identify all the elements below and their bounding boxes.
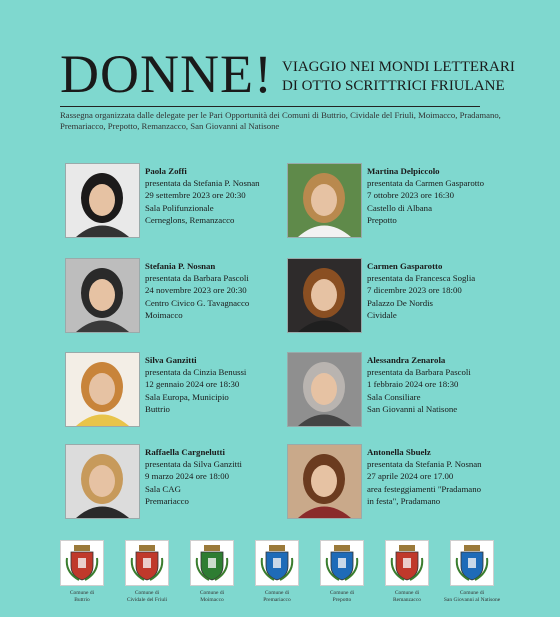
author-name: Antonella Sbuelz bbox=[367, 447, 431, 457]
venue-line-2: San Giovanni al Natisone bbox=[367, 403, 458, 414]
subtitle-line-1: VIAGGIO NEI MONDI LETTERARI bbox=[282, 59, 515, 75]
author-name: Martina Delpiccolo bbox=[367, 166, 440, 176]
author-photo bbox=[65, 258, 140, 333]
venue-line-2: Buttrio bbox=[145, 403, 170, 414]
logo-label-line-1: Comune di bbox=[69, 590, 95, 596]
presenter-text: presentata da Stefania P. Nosnan bbox=[145, 178, 260, 189]
municipality-logo bbox=[440, 540, 504, 610]
logo-label-line-2: Buttrio bbox=[74, 597, 90, 603]
header bbox=[60, 44, 540, 104]
presenter-text: presentata da Carmen Gasparotto bbox=[367, 178, 485, 189]
author-name: Alessandra Zenarola bbox=[367, 355, 446, 365]
event-card bbox=[287, 352, 517, 432]
author-name: Carmen Gasparotto bbox=[367, 261, 443, 271]
event-info bbox=[145, 354, 305, 415]
event-card bbox=[65, 258, 295, 338]
logo-label-line-1: Comune di bbox=[459, 590, 485, 596]
venue-line-1: Sala Europa, Municipio bbox=[145, 391, 229, 402]
logo-label-line-2: San Giovanni al Natisone bbox=[443, 597, 501, 603]
event-date: 7 ottobre 2023 ore 16:30 bbox=[367, 190, 454, 201]
event-date: 29 settembre 2023 ore 20:30 bbox=[145, 190, 246, 201]
logo-label-line-2: Moimacco bbox=[200, 597, 224, 603]
intro-text: Rassegna organizzata dalle delegate per le Pari Opportunità dei Comuni di Buttrio, Cividale del Friuli, Moimacco, Pradamano, Premariacco, Prepotto, Remanzacco, San Giovanni al Natisone bbox=[60, 110, 501, 131]
logo-label-line-1: Comune di bbox=[329, 590, 355, 596]
venue-line-1: area festeggiamenti "Pradamano bbox=[367, 483, 481, 494]
divider bbox=[60, 106, 480, 107]
author-photo bbox=[287, 258, 362, 333]
municipality-logo bbox=[310, 540, 374, 610]
author-name: Raffaella Cargnelutti bbox=[145, 447, 225, 457]
venue-line-2: in festa", Pradamano bbox=[367, 495, 441, 506]
coat-of-arms-icon bbox=[190, 540, 234, 586]
event-card bbox=[287, 163, 517, 243]
event-card bbox=[65, 163, 295, 243]
presenter-text: presentata da Francesca Soglia bbox=[367, 273, 476, 284]
coat-of-arms-icon bbox=[255, 540, 299, 586]
venue-line-2: Premariacco bbox=[145, 495, 189, 506]
logo-label-line-2: Premariacco bbox=[263, 597, 291, 603]
author-name: Paola Zoffi bbox=[145, 166, 187, 176]
venue-line-1: Palazzo De Nordis bbox=[367, 297, 433, 308]
venue-line-2: Moimacco bbox=[145, 309, 183, 320]
presenter-text: presentata da Silva Ganzitti bbox=[145, 459, 242, 470]
venue-line-1: Sala Consiliare bbox=[367, 391, 421, 402]
logo-label-line-2: Prepotto bbox=[332, 597, 352, 603]
event-info bbox=[367, 260, 527, 321]
author-name: Stefania P. Nosnan bbox=[145, 261, 216, 271]
presenter-text: presentata da Barbara Pascoli bbox=[367, 367, 471, 378]
event-date: 1 febbraio 2024 ore 18:30 bbox=[367, 379, 459, 390]
author-photo bbox=[287, 352, 362, 427]
presenter-text: presentata da Cinzia Benussi bbox=[145, 367, 247, 378]
coat-of-arms-icon bbox=[320, 540, 364, 586]
event-info bbox=[145, 446, 305, 507]
event-card bbox=[65, 352, 295, 432]
event-info bbox=[145, 260, 305, 321]
venue-line-1: Centro Civico G. Tavagnacco bbox=[145, 297, 250, 308]
event-info bbox=[367, 446, 527, 507]
event-date: 7 dicembre 2023 ore 18:00 bbox=[367, 285, 462, 296]
logo-label-line-1: Comune di bbox=[199, 590, 225, 596]
coat-of-arms-icon bbox=[125, 540, 169, 586]
municipality-logo bbox=[375, 540, 439, 610]
event-card bbox=[287, 444, 517, 524]
coat-of-arms-icon bbox=[450, 540, 494, 586]
coat-of-arms-icon bbox=[385, 540, 429, 586]
logo-label-line-1: Comune di bbox=[394, 590, 420, 596]
author-photo bbox=[65, 444, 140, 519]
event-card bbox=[287, 258, 517, 338]
municipality-logo bbox=[115, 540, 179, 610]
municipality-logo bbox=[50, 540, 114, 610]
venue-line-1: Castello di Albana bbox=[367, 202, 432, 213]
logo-label-line-1: Comune di bbox=[134, 590, 160, 596]
event-date: 9 marzo 2024 ore 18:00 bbox=[145, 471, 230, 482]
author-photo bbox=[65, 163, 140, 238]
municipality-logos bbox=[50, 540, 520, 610]
logo-label-line-2: Remanzacco bbox=[392, 597, 422, 603]
presenter-text: presentata da Stefania P. Nosnan bbox=[367, 459, 482, 470]
event-date: 24 novembre 2023 ore 20:30 bbox=[145, 285, 247, 296]
subtitle bbox=[282, 58, 542, 96]
venue-line-1: Sala Polifunzionale bbox=[145, 202, 214, 213]
logo-label-line-1: Comune di bbox=[264, 590, 290, 596]
presenter-text: presentata da Barbara Pascoli bbox=[145, 273, 249, 284]
author-name: Silva Ganzitti bbox=[145, 355, 197, 365]
event-date: 12 gennaio 2024 ore 18:30 bbox=[145, 379, 240, 390]
author-photo bbox=[65, 352, 140, 427]
subtitle-line-2: DI OTTO SCRITTRICI FRIULANE bbox=[282, 78, 505, 94]
page-title: DONNE! bbox=[60, 44, 273, 104]
venue-line-2: Cividale bbox=[367, 309, 397, 320]
event-card bbox=[65, 444, 295, 524]
venue-line-2: Cerneglons, Remanzacco bbox=[145, 214, 235, 225]
municipality-logo bbox=[180, 540, 244, 610]
logo-label-line-2: Cividale del Friuli bbox=[126, 597, 168, 603]
event-info bbox=[367, 165, 527, 226]
author-photo bbox=[287, 444, 362, 519]
venue-line-1: Sala CAG bbox=[145, 483, 181, 494]
author-photo bbox=[287, 163, 362, 238]
event-info bbox=[145, 165, 305, 226]
venue-line-2: Prepotto bbox=[367, 214, 397, 225]
coat-of-arms-icon bbox=[60, 540, 104, 586]
municipality-logo bbox=[245, 540, 309, 610]
event-info bbox=[367, 354, 527, 415]
event-date: 27 aprile 2024 ore 17.00 bbox=[367, 471, 454, 482]
